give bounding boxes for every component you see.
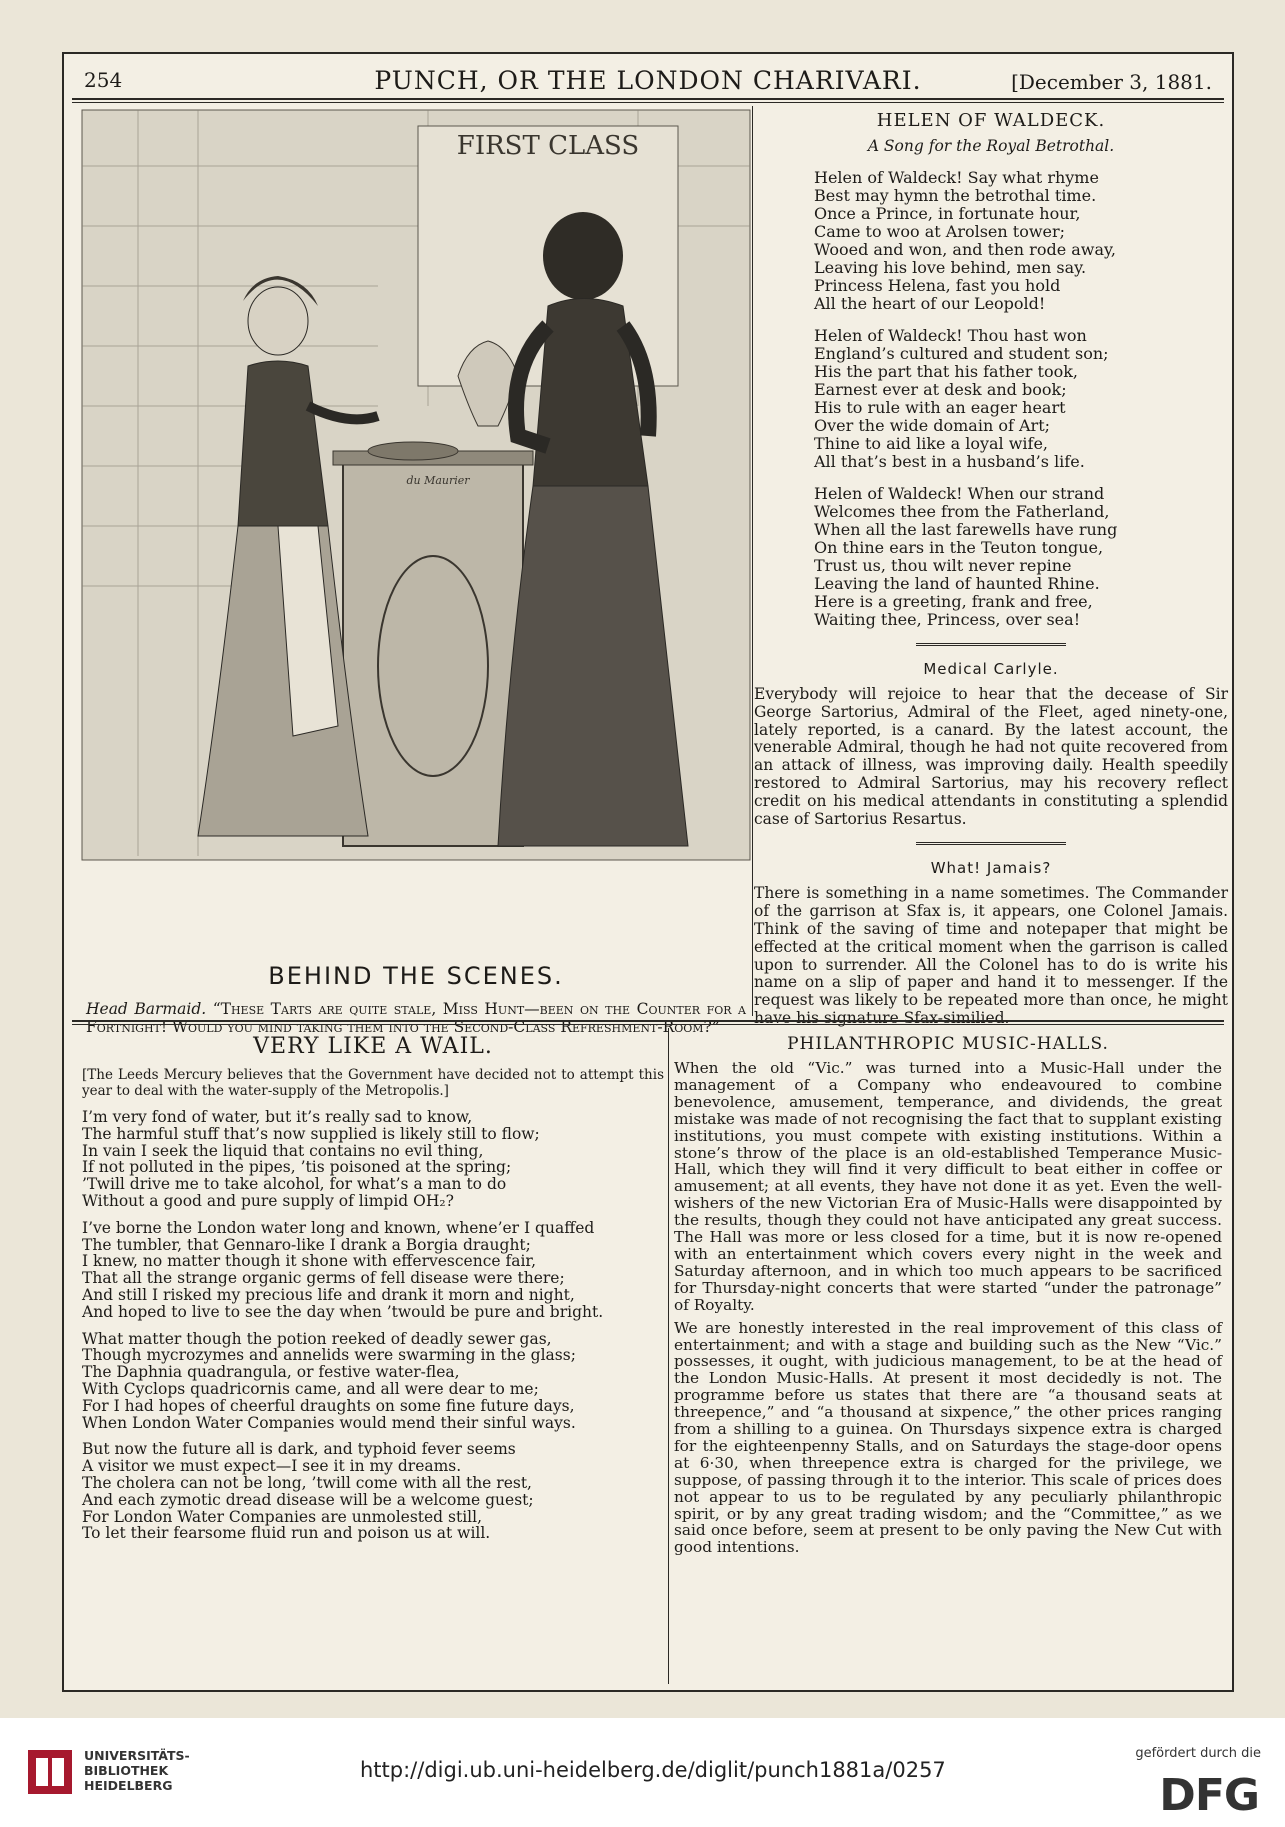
helen-title: HELEN OF WALDECK.: [876, 110, 1106, 131]
wail-stanza-2: I’ve borne the London water long and known, whene’er I quaffed The tumbler, that Gennaro-like I drank a Borgia draught; I knew, no matter though it shone with effervescence fair, That all the strange organic germs of fell disease were there; And still I risked my precious life and drank it morn and night, And hoped to live to see the day when ’twould be pure and bright.: [82, 1218, 604, 1321]
wail-stanza-4: But now the future all is dark, and typhoid fever seems A visitor we must expect—I see it in my dreams. The cholera can not be long, ’twill come with all the rest, And each zymotic dread disease will be a welcome guest; For London Water Companies are unmolested still, To let their fearsome fluid run and poison us at will.: [82, 1440, 534, 1543]
funded-by-text: gefördert durch die: [1135, 1746, 1261, 1761]
helen-subtitle: A Song for the Royal Betrothal.: [867, 137, 1115, 155]
library-line-2: BIBLIOTHEK: [84, 1763, 169, 1778]
source-url-link[interactable]: http://digi.ub.uni-heidelberg.de/diglit/punch1881a/0257: [360, 1758, 946, 1782]
artist-signature: du Maurier: [406, 474, 470, 487]
caption-speaker: Head Barmaid.: [86, 1000, 207, 1018]
library-seal-icon: [28, 1750, 72, 1794]
digitization-footer: [0, 1718, 1285, 1827]
music-title: PHILANTHROPIC MUSIC-HALLS.: [787, 1034, 1109, 1054]
header-rule: [72, 98, 1224, 100]
mid-rule: [72, 1020, 1224, 1022]
music-paragraph-1: When the old “Vic.” was turned into a Music-Hall under the management of a Company who endeavoured to combine benevolence, amusement, temperance, and dividends, the great mistake was made of not recognising the fact that to supplant existing institutions, you must compete with existing institutions. Within a stone’s throw of the place is an old-established Temperance Music-Hall, which they will find it very difficult to beat either in coffee or amusement; at all events, they have not done it as yet. Even the well-wishers of the new Victorian Era of Music-Halls were disappointed by the results, though they could not have anticipated any great success. The Hall was more or less closed for a time, but it is now re-opened with an entertainment which covers every night in the week and Saturday afternoon, and in which too much appears to be sacrificed for Thursday-night concerts that were started “under the patronage” of Royalty.: [674, 1059, 1222, 1314]
column-divider-top: [752, 106, 753, 1016]
library-line-3: HEIDELBERG: [84, 1778, 173, 1793]
wail-stanza-1: I’m very fond of water, but it’s really sad to know, The harmful stuff that’s now supplied is likely still to flow; In vain I seek the liquid that contains no evil thing, If not polluted in the pipes, ’tis poisoned at the spring; ’Twill drive me to take alcohol, for what’s a man to do Without a good and pure supply of limpid OH₂?: [82, 1108, 540, 1210]
dfg-logo: DFG: [1159, 1770, 1259, 1821]
jamais-text: There is something in a name sometimes. The Commander of the garrison at Sfax is, it appears, one Colonel Jamais. Think of the saving of time and notepaper that might be effected at the critical moment when the garrison is called upon to surrender. All the Colonel has to do is write his name on a slip of paper and hand it to messenger. If the request was likely to be repeated more than once, he might have his signature Sfax-similied.: [754, 884, 1228, 1027]
music-halls-article: [674, 1034, 1222, 1556]
jamais-title: What! Jamais?: [930, 859, 1052, 878]
carlyle-title: Medical Carlyle.: [923, 660, 1059, 678]
helen-stanza-3: Helen of Waldeck! When our strand Welcomes thee from the Fatherland, When all the last farewells have rung On thine ears in the Teuton tongue, Trust us, thou wilt never repine Leaving the land of haunted Rhine. Here is a greeting, frank and free, Waiting thee, Princess, over sea!: [814, 484, 1118, 629]
helen-stanza-1: Helen of Waldeck! Say what rhyme Best may hymn the betrothal time. Once a Prince, in fortunate hour, Came to woo at Arolsen tower; Wooed and won, and then rode away, Leaving his love behind, men say. Princess Helena, fast you hold All the heart of our Leopold!: [814, 168, 1117, 313]
column-divider-bottom: [668, 1028, 669, 1684]
issue-date: [December 3, 1881.: [1011, 70, 1212, 94]
page-number: 254: [84, 68, 123, 92]
wail-stanza-3: What matter though the potion reeked of deadly sewer gas, Though mycrozymes and annelids were swarming in the glass; The Daphnia quadrangula, or festive water-flea, With Cyclops quadricornis came, and all were dear to me; For I had hopes of cheerful draughts on some fine future days, When London Water Companies would mend their sinful ways.: [82, 1329, 576, 1432]
cartoon-title: BEHIND THE SCENES.: [268, 962, 564, 990]
wail-title: VERY LIKE A WAIL.: [253, 1034, 493, 1059]
mid-rule-thin: [72, 1024, 1224, 1025]
right-column: [754, 110, 1228, 1028]
caption-quote: “These Tarts are quite stale, Miss Hunt—been on the Counter for a Fortnight! Would you mind taking them into the Second-Class Refreshment-Room?”: [86, 1000, 746, 1036]
masthead-title: PUNCH, OR THE LONDON CHARIVARI.: [374, 66, 922, 95]
newspaper-page: [62, 52, 1234, 1692]
library-line-1: UNIVERSITÄTS-: [84, 1748, 190, 1763]
cartoon-caption: [86, 1000, 746, 1036]
music-paragraph-2: We are honestly interested in the real improvement of this class of entertainment; and with a stage and building such as the New “Vic.” possesses, it ought, with judicious management, to be at the head of the London Music-Halls. At present it most decidedly is not. The programme before us states that there are “a thousand seats at threepence,” and “a thousand at sixpence,” the other prices ranging from a shilling to a guinea. On Thursdays sixpence extra is charged for the eighteenpenny Stalls, and on Saturdays the stage-door opens at 6·30, when threepence extra is charged for the privilege, we suppose, of passing through it to the interior. This scale of prices does not appear to us to be regulated by any peculiarly philanthropic spirit, or by any great trading wisdom; and the “Committee,” as we said once before, seem at present to be only paving the New Cut with good intentions.: [674, 1318, 1222, 1557]
wail-note: [The Leeds Mercury believes that the Government have decided not to attempt this year to deal with the water-supply of the Metropolis.]: [82, 1067, 664, 1099]
header-rule-thin: [72, 102, 1224, 103]
helen-stanza-2: Helen of Waldeck! Thou hast won England’s cultured and student son; His the part that his father took, Earnest ever at desk and book; His to rule with an eager heart Over the wide domain of Art; Thine to aid like a loyal wife, All that’s best in a husband’s life.: [814, 326, 1109, 471]
section-separator: [916, 842, 1066, 847]
carlyle-text: Everybody will rejoice to hear that the decease of Sir George Sartorius, Admiral of the Fleet, aged ninety-one, lately reported, is a canard. By the latest account, the venerable Admiral, though he had not quite recovered from an attack of illness, was improving daily. Health speedily restored to Admiral Sartorius, may his recovery reflect credit on his medical attendants in constituting a splendid case of Sartorius Resartus.: [754, 685, 1228, 828]
cartoon-illustration: [78, 106, 754, 1016]
sign-first-class: FIRST CLASS: [456, 131, 640, 161]
wail-poem: [82, 1034, 664, 1542]
section-separator: [916, 643, 1066, 648]
